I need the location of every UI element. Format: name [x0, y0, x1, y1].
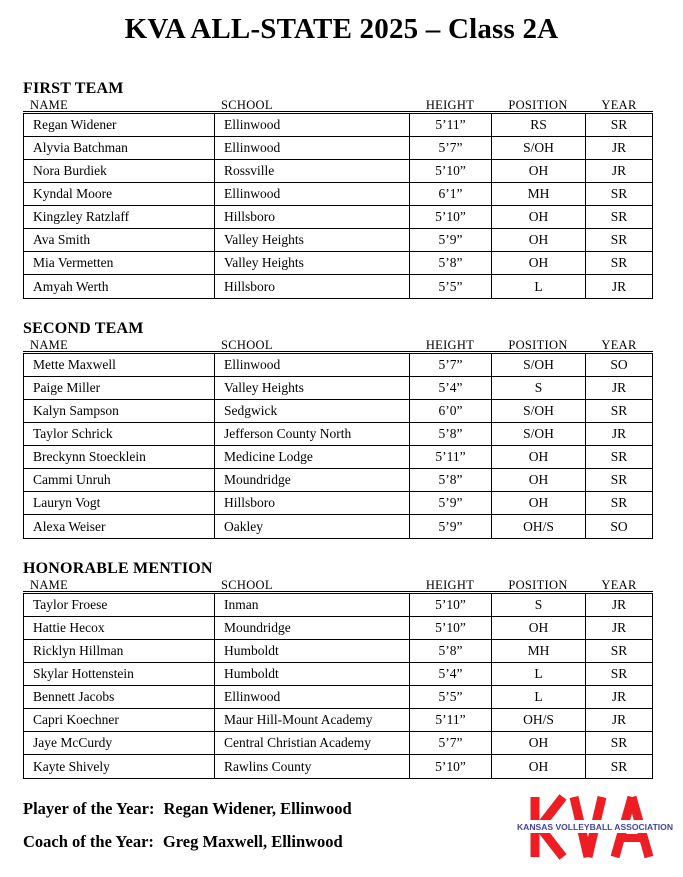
- cell-name: Capri Koechner: [24, 709, 215, 731]
- cell-school: Central Christian Academy: [215, 732, 410, 754]
- cell-position: S/OH: [492, 137, 586, 159]
- cell-height: 5’11”: [410, 709, 492, 731]
- cell-year: JR: [611, 597, 627, 612]
- cell-name: Mette Maxwell: [24, 354, 215, 376]
- table-row: [24, 206, 652, 229]
- cell-height: 5’10”: [410, 594, 492, 616]
- table-row: [24, 229, 652, 252]
- cell-name: Nora Burdiek: [24, 160, 215, 182]
- first-team-table: [23, 113, 653, 299]
- cell-position: S: [492, 377, 586, 399]
- column-header-name: NAME: [30, 98, 69, 111]
- column-header-name: NAME: [30, 578, 69, 591]
- cell-name: Taylor Froese: [24, 594, 215, 616]
- cell-height: 5’7”: [410, 354, 492, 376]
- cell-name: Alexa Weiser: [24, 515, 215, 538]
- table-row: [24, 446, 652, 469]
- cell-height: 5’9”: [410, 492, 492, 514]
- cell-school: Maur Hill-Mount Academy: [215, 709, 410, 731]
- column-header-school: SCHOOL: [221, 578, 273, 591]
- cell-school: Inman: [215, 594, 410, 616]
- cell-year: SR: [610, 666, 628, 681]
- cell-height: 5’10”: [410, 160, 492, 182]
- cell-school: Humboldt: [215, 640, 410, 662]
- coach-of-the-year-value: Greg Maxwell, Ellinwood: [162, 832, 343, 851]
- cell-year: SR: [610, 209, 628, 224]
- cell-height: 5’10”: [410, 206, 492, 228]
- cell-year: SO: [610, 357, 628, 372]
- column-header-position: POSITION: [508, 338, 568, 351]
- cell-school: Valley Heights: [215, 229, 410, 251]
- cell-year: JR: [611, 689, 627, 704]
- cell-position: L: [492, 275, 586, 298]
- cell-position: OH: [492, 206, 586, 228]
- section-heading: HONORABLE MENTION: [23, 560, 213, 577]
- cell-school: Hillsboro: [215, 275, 410, 298]
- cell-position: RS: [492, 114, 586, 136]
- cell-position: OH: [492, 160, 586, 182]
- table-row: [24, 137, 652, 160]
- cell-position: S/OH: [492, 354, 586, 376]
- cell-height: 5’5”: [410, 686, 492, 708]
- column-header-position: POSITION: [508, 98, 568, 111]
- cell-name: Hattie Hecox: [24, 617, 215, 639]
- table-row: [24, 640, 652, 663]
- cell-name: Kalyn Sampson: [24, 400, 215, 422]
- cell-height: 5’4”: [410, 377, 492, 399]
- cell-name: Kingzley Ratzlaff: [24, 206, 215, 228]
- player-of-the-year-line: [23, 799, 352, 819]
- cell-school: Moundridge: [215, 469, 410, 491]
- cell-school: Moundridge: [215, 617, 410, 639]
- column-header-school: SCHOOL: [221, 338, 273, 351]
- cell-school: Oakley: [215, 515, 410, 538]
- cell-position: MH: [492, 183, 586, 205]
- cell-name: Alyvia Batchman: [24, 137, 215, 159]
- table-row: [24, 755, 652, 778]
- section-second-team: [23, 320, 653, 539]
- cell-name: Cammi Unruh: [24, 469, 215, 491]
- logo-org-text: KANSAS VOLLEYBALL ASSOCIATION: [517, 823, 674, 832]
- cell-year: SR: [610, 117, 628, 132]
- cell-height: 5’4”: [410, 663, 492, 685]
- cell-name: Kayte Shively: [24, 755, 215, 778]
- table-row: [24, 354, 652, 377]
- coach-of-the-year-label: Coach of the Year:: [23, 832, 154, 851]
- cell-school: Ellinwood: [215, 183, 410, 205]
- cell-name: Ricklyn Hillman: [24, 640, 215, 662]
- table-row: [24, 400, 652, 423]
- cell-school: Ellinwood: [215, 114, 410, 136]
- column-header-year: YEAR: [601, 578, 637, 591]
- cell-school: Sedgwick: [215, 400, 410, 422]
- cell-name: Lauryn Vogt: [24, 492, 215, 514]
- kva-logo: [514, 790, 676, 864]
- cell-height: 6’1”: [410, 183, 492, 205]
- cell-position: OH: [492, 492, 586, 514]
- column-header-row: [23, 338, 653, 352]
- cell-year: SR: [610, 186, 628, 201]
- cell-year: JR: [611, 426, 627, 441]
- cell-position: OH: [492, 229, 586, 251]
- table-row: [24, 183, 652, 206]
- player-of-the-year-value: Regan Widener, Ellinwood: [163, 799, 352, 818]
- cell-position: OH: [492, 732, 586, 754]
- table-row: [24, 617, 652, 640]
- cell-position: OH: [492, 755, 586, 778]
- table-row: [24, 275, 652, 298]
- column-header-name: NAME: [30, 338, 69, 351]
- table-row: [24, 114, 652, 137]
- cell-height: 5’8”: [410, 423, 492, 445]
- cell-name: Paige Miller: [24, 377, 215, 399]
- cell-year: SR: [610, 472, 628, 487]
- cell-school: Jefferson County North: [215, 423, 410, 445]
- column-header-height: HEIGHT: [425, 338, 475, 351]
- cell-year: SR: [610, 403, 628, 418]
- cell-school: Rawlins County: [215, 755, 410, 778]
- cell-year: SR: [610, 758, 628, 774]
- table-row: [24, 686, 652, 709]
- cell-height: 5’11”: [410, 114, 492, 136]
- cell-position: OH/S: [492, 709, 586, 731]
- honorable-mention-table: [23, 593, 653, 779]
- table-row: [24, 732, 652, 755]
- cell-year: SR: [610, 232, 628, 247]
- section-heading: FIRST TEAM: [23, 80, 124, 97]
- cell-position: S/OH: [492, 423, 586, 445]
- cell-year: SR: [610, 495, 628, 510]
- column-header-row: [23, 578, 653, 592]
- cell-name: Breckynn Stoecklein: [24, 446, 215, 468]
- cell-name: Mia Vermetten: [24, 252, 215, 274]
- cell-height: 5’10”: [410, 617, 492, 639]
- cell-position: OH: [492, 252, 586, 274]
- section-heading: SECOND TEAM: [23, 320, 144, 337]
- cell-height: 5’8”: [410, 252, 492, 274]
- cell-position: OH: [492, 617, 586, 639]
- column-header-position: POSITION: [508, 578, 568, 591]
- cell-height: 5’7”: [410, 732, 492, 754]
- cell-position: L: [492, 663, 586, 685]
- cell-school: Ellinwood: [215, 137, 410, 159]
- cell-position: S/OH: [492, 400, 586, 422]
- cell-position: OH/S: [492, 515, 586, 538]
- cell-school: Valley Heights: [215, 377, 410, 399]
- cell-name: Regan Widener: [24, 114, 215, 136]
- table-row: [24, 252, 652, 275]
- cell-height: 5’8”: [410, 469, 492, 491]
- cell-height: 5’7”: [410, 137, 492, 159]
- cell-name: Amyah Werth: [24, 275, 215, 298]
- cell-school: Hillsboro: [215, 492, 410, 514]
- cell-height: 5’9”: [410, 229, 492, 251]
- column-header-year: YEAR: [601, 338, 637, 351]
- cell-year: JR: [611, 140, 627, 155]
- section-honorable-mention: [23, 560, 653, 779]
- cell-position: OH: [492, 446, 586, 468]
- cell-year: JR: [611, 712, 627, 727]
- table-row: [24, 423, 652, 446]
- cell-height: 5’9”: [410, 515, 492, 538]
- column-header-school: SCHOOL: [221, 98, 273, 111]
- kva-logo-graphic: [514, 790, 676, 864]
- player-of-the-year-label: Player of the Year:: [23, 799, 155, 818]
- table-row: [24, 160, 652, 183]
- cell-name: Bennett Jacobs: [24, 686, 215, 708]
- cell-year: SR: [610, 449, 628, 464]
- cell-school: Humboldt: [215, 663, 410, 685]
- cell-name: Kyndal Moore: [24, 183, 215, 205]
- cell-name: Skylar Hottenstein: [24, 663, 215, 685]
- cell-height: 5’11”: [410, 446, 492, 468]
- second-team-table: [23, 353, 653, 539]
- cell-height: 5’5”: [410, 275, 492, 298]
- column-header-height: HEIGHT: [425, 98, 475, 111]
- cell-year: SR: [610, 643, 628, 658]
- table-row: [24, 663, 652, 686]
- table-row: [24, 594, 652, 617]
- cell-position: MH: [492, 640, 586, 662]
- cell-year: JR: [611, 620, 627, 635]
- cell-name: Jaye McCurdy: [24, 732, 215, 754]
- cell-school: Medicine Lodge: [215, 446, 410, 468]
- cell-height: 5’8”: [410, 640, 492, 662]
- cell-school: Valley Heights: [215, 252, 410, 274]
- cell-height: 6’0”: [410, 400, 492, 422]
- cell-year: JR: [611, 380, 627, 395]
- cell-name: Taylor Schrick: [24, 423, 215, 445]
- cell-year: SR: [610, 735, 628, 750]
- section-first-team: [23, 80, 653, 299]
- cell-year: SR: [610, 255, 628, 270]
- cell-school: Ellinwood: [215, 354, 410, 376]
- cell-position: L: [492, 686, 586, 708]
- table-row: [24, 469, 652, 492]
- cell-position: S: [492, 594, 586, 616]
- cell-year: JR: [611, 163, 627, 178]
- cell-year: JR: [611, 278, 627, 294]
- column-header-row: [23, 98, 653, 112]
- table-row: [24, 515, 652, 538]
- table-row: [24, 492, 652, 515]
- cell-school: Hillsboro: [215, 206, 410, 228]
- cell-name: Ava Smith: [24, 229, 215, 251]
- page-title: KVA ALL-STATE 2025 – Class 2A: [124, 13, 559, 45]
- column-header-height: HEIGHT: [425, 578, 475, 591]
- cell-height: 5’10”: [410, 755, 492, 778]
- table-row: [24, 709, 652, 732]
- coach-of-the-year-line: [23, 832, 343, 852]
- table-row: [24, 377, 652, 400]
- cell-school: Rossville: [215, 160, 410, 182]
- cell-year: SO: [610, 518, 628, 534]
- column-header-year: YEAR: [601, 98, 637, 111]
- cell-position: OH: [492, 469, 586, 491]
- cell-school: Ellinwood: [215, 686, 410, 708]
